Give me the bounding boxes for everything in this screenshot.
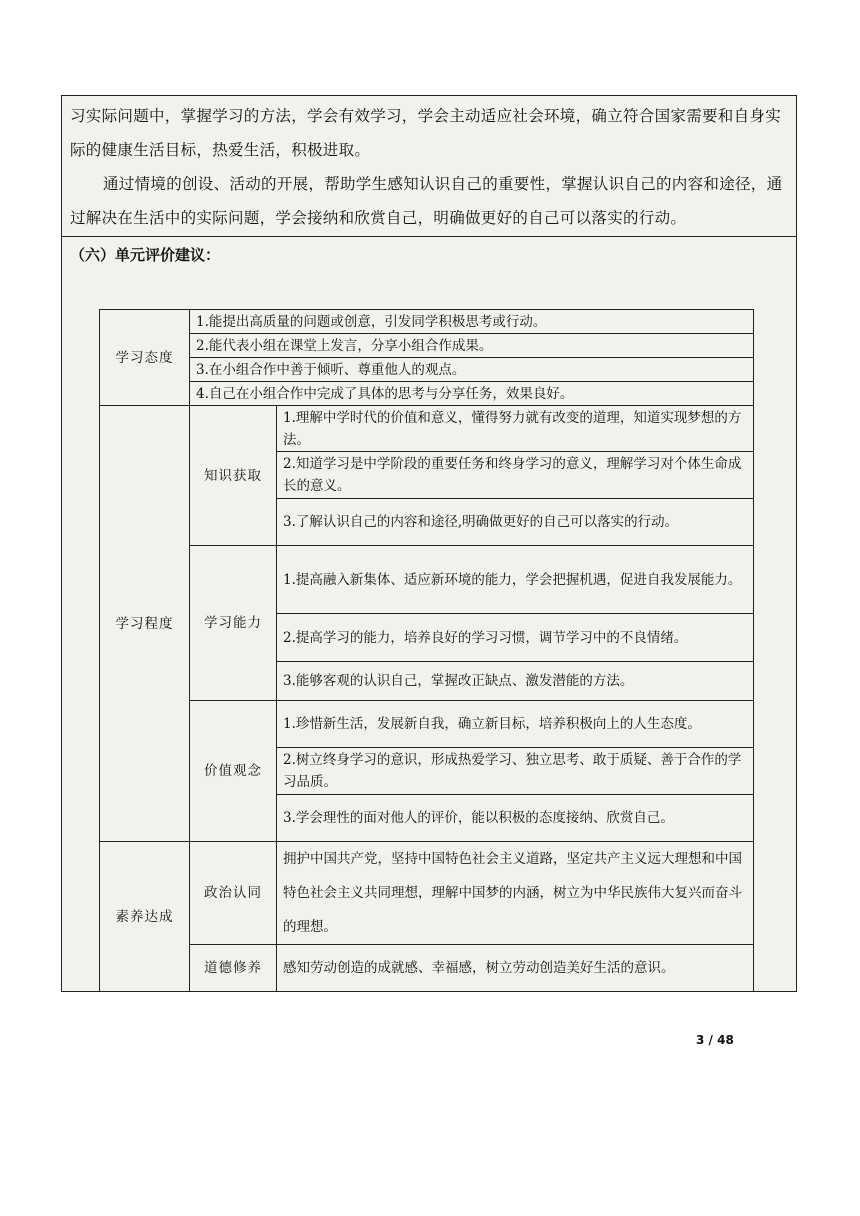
- sub-ability: 学习能力: [190, 546, 277, 701]
- row-divider: [61, 236, 797, 237]
- attitude-item-1: 1.能提出高质量的问题或创意，引发同学积极思考或行动。: [190, 310, 754, 334]
- values-item-3: 3.学会理性的面对他人的评价，能以积极的态度接纳、欣赏自己。: [277, 795, 754, 842]
- category-attitude: 学习态度: [100, 310, 190, 406]
- political-text: 拥护中国共产党，坚持中国特色社会主义道路，坚定共产主义远大理想和中国特色社会主义共同理想，理解中国梦的内涵，树立为中华民族伟大复兴而奋斗的理想。: [277, 842, 754, 945]
- attitude-item-4: 4.自己在小组合作中完成了具体的思考与分享任务，效果良好。: [190, 382, 754, 406]
- values-item-1: 1.珍惜新生活，发展新自我，确立新目标，培养积极向上的人生态度。: [277, 701, 754, 748]
- knowledge-item-3: 3.了解认识自己的内容和途径,明确做更好的自己可以落实的行动。: [277, 499, 754, 546]
- intro-paragraph-1: 习实际问题中，掌握学习的方法，学会有效学习，学会主动适应社会环境，确立符合国家需要和自身实际的健康生活目标，热爱生活，积极进取。: [70, 107, 782, 159]
- moral-text: 感知劳动创造的成就感、幸福感，树立劳动创造美好生活的意识。: [277, 945, 754, 992]
- values-item-2: 2.树立终身学习的意识，形成热爱学习、独立思考、敢于质疑、善于合作的学习品质。: [277, 748, 754, 795]
- table-row: [100, 546, 754, 614]
- ability-item-2: 2.提高学习的能力，培养良好的学习习惯，调节学习中的不良情绪。: [277, 614, 754, 662]
- sub-political: 政治认同: [190, 842, 277, 945]
- evaluation-table: [99, 309, 754, 992]
- intro-paragraph-2: 通过情境的创设、活动的开展，帮助学生感知认识自己的重要性，掌握认识自己的内容和途径，通过解决在生活中的实际问题，学会接纳和欣赏自己，明确做更好的自己可以落实的行动。: [70, 175, 783, 227]
- table-row: [100, 842, 754, 945]
- sub-values: 价值观念: [190, 701, 277, 842]
- sub-moral: 道德修养: [190, 945, 277, 992]
- page-number: 3 / 48: [696, 1033, 734, 1047]
- table-row: [100, 310, 754, 334]
- knowledge-item-2: 2.知道学习是中学阶段的重要任务和终身学习的意义，理解学习对个体生命成长的意义。: [277, 452, 754, 499]
- knowledge-item-1: 1.理解中学时代的价值和意义，懂得努力就有改变的道理，知道实现梦想的方法。: [277, 406, 754, 452]
- sub-knowledge: 知识获取: [190, 406, 277, 546]
- section-heading: （六）单元评价建议：: [70, 246, 221, 264]
- ability-item-3: 3.能够客观的认识自己，掌握改正缺点、激发潜能的方法。: [277, 662, 754, 701]
- ability-item-1: 1.提高融入新集体、适应新环境的能力，学会把握机遇，促进自我发展能力。: [277, 546, 754, 614]
- table-row: [100, 701, 754, 748]
- table-row: [100, 334, 754, 358]
- table-row: [100, 406, 754, 452]
- table-row: [100, 358, 754, 382]
- table-row: [100, 382, 754, 406]
- category-literacy: 素养达成: [100, 842, 190, 992]
- attitude-item-2: 2.能代表小组在课堂上发言，分享小组合作成果。: [190, 334, 754, 358]
- attitude-item-3: 3.在小组合作中善于倾听、尊重他人的观点。: [190, 358, 754, 382]
- table-row: [100, 945, 754, 992]
- category-degree: 学习程度: [100, 406, 190, 842]
